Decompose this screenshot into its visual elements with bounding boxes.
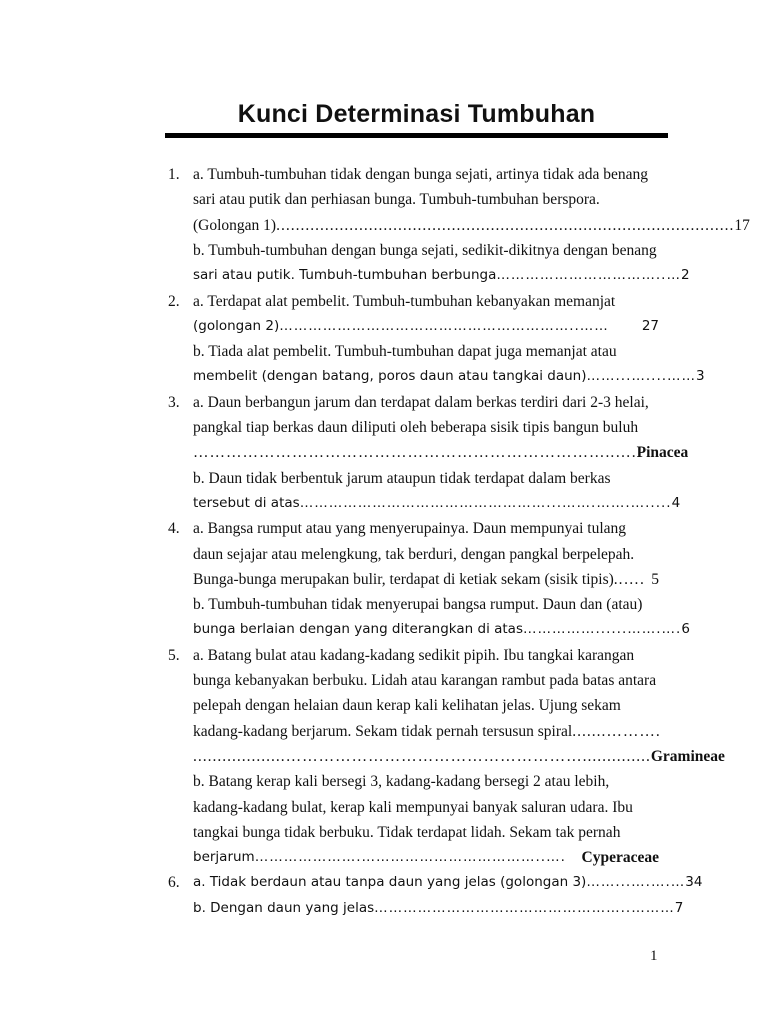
entry-line bbox=[193, 318, 659, 342]
entry-line bbox=[193, 773, 609, 797]
entry-line bbox=[193, 368, 705, 392]
leader-dots: ……………………………..… bbox=[496, 267, 681, 284]
entry-line bbox=[193, 242, 657, 266]
entry-line bbox=[193, 723, 659, 747]
leader-dots: ………………….………………………………..…. bbox=[254, 849, 566, 866]
go-to-number: 7 bbox=[674, 899, 684, 916]
leader-dots: .............................................................................................. bbox=[276, 216, 735, 234]
entry-line bbox=[193, 444, 689, 468]
go-to-number: 17 bbox=[734, 216, 750, 234]
leader-dots: ……………………………………………..……… bbox=[374, 899, 675, 916]
entry-line bbox=[193, 697, 621, 721]
leader-dots: .......………. bbox=[572, 722, 661, 740]
entry-line bbox=[193, 520, 626, 544]
entry-line bbox=[193, 394, 649, 418]
entry-text: b. Tumbuh-tumbuhan tidak menyerupai bangsa rumput. Daun dan (atau) bbox=[193, 596, 643, 614]
go-to-number: 6 bbox=[681, 621, 690, 638]
entry-line bbox=[193, 849, 659, 873]
entry-line bbox=[193, 647, 634, 671]
entry-line bbox=[193, 747, 725, 772]
entry-text: b. Tiada alat pembelit. Tumbuh-tumbuhan dapat juga memanjat atau bbox=[193, 343, 617, 361]
entry-number: 6. bbox=[168, 874, 180, 892]
entry-line bbox=[193, 470, 611, 494]
entry-line bbox=[193, 672, 656, 696]
go-to-number: 27 bbox=[641, 317, 659, 334]
leader-dots: ……...….….… bbox=[586, 874, 686, 891]
entry-text: sari atau putik dan perhiasan bunga. Tumbuh-tumbuhan berspora. bbox=[193, 191, 600, 209]
go-to-number: 2 bbox=[680, 267, 690, 284]
page-title: Kunci Determinasi Tumbuhan bbox=[237, 100, 596, 128]
entry-line bbox=[193, 293, 615, 317]
entry-number: 3. bbox=[168, 393, 180, 411]
entry-text: bunga berlaian dengan yang diterangkan di atas bbox=[193, 621, 523, 638]
entry-text: tersebut di atas bbox=[193, 494, 300, 511]
go-to-number: 34 bbox=[685, 874, 703, 891]
entry-line bbox=[193, 571, 659, 595]
entry-text: pelepah dengan helaian daun kerap kali kelihatan jelas. Ujung sekam bbox=[193, 697, 621, 715]
entry-text: kadang-kadang bulat, kerap kali mempunyai banyak saluran udara. Ibu bbox=[193, 798, 633, 816]
entry-text: b. Dengan daun yang jelas bbox=[193, 899, 375, 916]
entry-text: bunga kebanyakan berbuku. Lidah atau karangan rambut pada batas antara bbox=[193, 672, 657, 689]
entry-text: a. Tidak berdaun atau tanpa daun yang jelas (golongan 3) bbox=[193, 874, 587, 891]
taxon-name: Pinacea bbox=[636, 444, 689, 462]
entry-number: 4. bbox=[168, 520, 180, 538]
entry-line bbox=[193, 267, 690, 291]
entry-text: kadang-kadang berjarum. Sekam tidak pernah tersusun spiral bbox=[193, 722, 573, 740]
leader-dots: ...................……………………………………………….............. bbox=[193, 747, 651, 765]
entry-line bbox=[193, 596, 642, 620]
go-to-number: 5 bbox=[651, 570, 659, 588]
taxon-name: Cyperaceae bbox=[581, 849, 659, 867]
entry-text: a. Tumbuh-tumbuhan tidak dengan bunga sejati, artinya tidak ada benang bbox=[193, 166, 648, 183]
entry-text: a. Bangsa rumput atau yang menyerupainya. Daun mempunyai tulang bbox=[193, 520, 627, 538]
entry-text: a. Batang bulat atau kadang-kadang sedikit pipih. Ibu tangkai karangan bbox=[193, 646, 635, 664]
go-to-number: 4 bbox=[671, 494, 681, 511]
leader-dots: ……………………………………………………..…… bbox=[279, 317, 609, 334]
leader-dots: ……………………………………………...…….…….…..... bbox=[299, 494, 672, 511]
entry-text: (Golongan 1) bbox=[193, 216, 277, 234]
entry-line bbox=[193, 824, 620, 848]
entry-text: sari atau putik. Tumbuh-tumbuhan berbunga bbox=[193, 267, 497, 284]
entry-line bbox=[193, 191, 600, 215]
leader-dots: …………………………………………………………………..…. bbox=[193, 444, 637, 462]
leader-dots: ……………......…….…. bbox=[523, 621, 682, 638]
entry-line bbox=[193, 899, 684, 924]
taxon-name: Gramineae bbox=[650, 747, 725, 765]
entry-line bbox=[193, 419, 638, 443]
entry-text: a. Daun berbangun jarum dan terdapat dalam berkas terdiri dari 2-3 helai, bbox=[193, 393, 649, 411]
entry-text: berjarum bbox=[193, 849, 255, 866]
entry-text: Bunga-bunga merupakan bulir, terdapat di ketiak sekam (sisik tipis) bbox=[193, 570, 614, 588]
entry-line bbox=[193, 874, 703, 898]
entry-line bbox=[193, 546, 634, 570]
entry-text: (golongan 2) bbox=[193, 317, 280, 334]
entry-number: 5. bbox=[168, 646, 180, 664]
entry-text: a. Terdapat alat pembelit. Tumbuh-tumbuhan kebanyakan memanjat bbox=[193, 292, 616, 310]
leader-dots: ……...…....…… bbox=[586, 368, 697, 385]
entry-line bbox=[193, 166, 648, 190]
page-number: 1 bbox=[650, 948, 658, 964]
entry-text: b. Daun tidak berbentuk jarum ataupun tidak terdapat dalam berkas bbox=[193, 469, 611, 487]
entry-line bbox=[193, 343, 617, 367]
leader-dots: ..…. bbox=[613, 570, 645, 588]
entry-line bbox=[193, 799, 633, 823]
entry-text: membelit (dengan batang, poros daun atau tangkai daun) bbox=[193, 368, 587, 385]
entry-line bbox=[193, 494, 681, 519]
entry-number: 2. bbox=[168, 292, 180, 310]
title-rule bbox=[165, 133, 668, 138]
entry-text: b. Batang kerap kali bersegi 3, kadang-kadang bersegi 2 atau lebih, bbox=[193, 773, 610, 791]
entry-line bbox=[193, 216, 750, 241]
entry-text: b. Tumbuh-tumbuhan dengan bunga sejati, sedikit-dikitnya dengan benang bbox=[193, 241, 657, 259]
entry-line bbox=[193, 621, 690, 645]
entry-text: pangkal tiap berkas daun diliputi oleh beberapa sisik tipis bangun buluh bbox=[193, 419, 639, 436]
entry-text: tangkai bunga tidak berbuku. Tidak terdapat lidah. Sekam tak pernah bbox=[193, 823, 621, 841]
go-to-number: 3 bbox=[696, 368, 705, 385]
entry-number: 1. bbox=[168, 166, 180, 183]
entry-text: daun sejajar atau melengkung, tak berduri, dengan pangkal berpelepah. bbox=[193, 545, 635, 563]
